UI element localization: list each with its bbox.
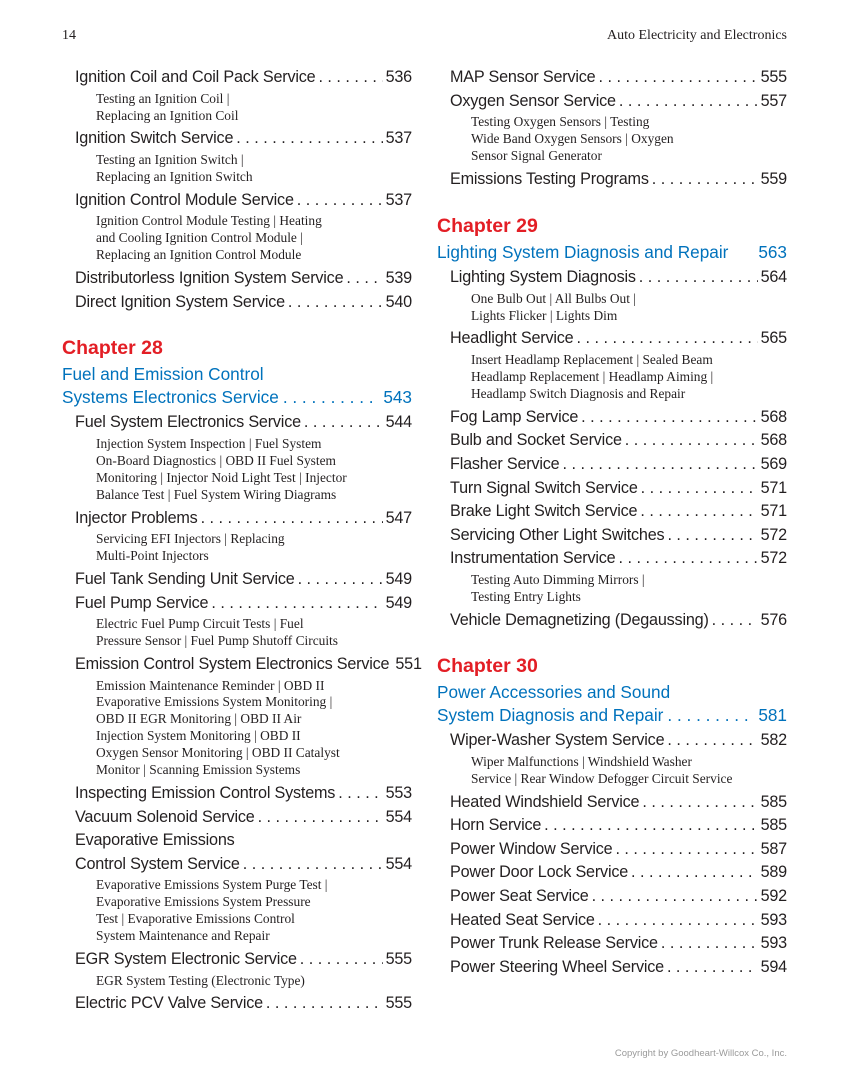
toc-entry[interactable] (437, 327, 787, 351)
toc-entry[interactable] (62, 806, 412, 830)
toc-entry[interactable] (62, 992, 412, 1016)
toc-subtopic-line: Emission Maintenance Reminder | OBD II (96, 677, 325, 693)
toc-entry[interactable] (62, 189, 412, 213)
leader-dots (598, 909, 758, 933)
toc-subtopic-line: Balance Test | Fuel System Wiring Diagrams (96, 486, 337, 502)
toc-subtopic-line: Wiper Malfunctions | Windshield Washer (471, 753, 692, 769)
toc-entry-page: 539 (385, 269, 412, 288)
toc-subtopic-line: Test | Evaporative Emissions Control (96, 911, 295, 927)
toc-subtopic-line: Replacing an Ignition Coil (96, 107, 239, 123)
toc-subtopic-line: Testing Entry Lights (471, 588, 581, 604)
toc-subtopic-line: Insert Headlamp Replacement | Sealed Beam (471, 352, 713, 367)
toc-entry-title: Horn Service (450, 816, 542, 835)
toc-entry-page: 540 (385, 292, 412, 311)
toc-entry-title: Vehicle Demagnetizing (Degaussing) (450, 610, 709, 629)
toc-subtopics (62, 972, 412, 993)
running-head (62, 28, 787, 44)
leader-dots (661, 932, 758, 956)
toc-entry-page: 594 (760, 957, 787, 976)
leader-dots (346, 267, 382, 291)
toc-entry-title: Heated Windshield Service (450, 792, 640, 811)
toc-entry[interactable] (62, 411, 412, 435)
leader-dots (338, 782, 382, 806)
leader-dots (201, 507, 383, 531)
toc-subtopic-line: Headlamp Replacement | Headlamp Aiming | (471, 368, 714, 384)
toc-entry-page: 553 (385, 783, 412, 802)
leader-dots (598, 66, 757, 90)
toc-entry-page: 585 (760, 816, 787, 835)
toc-entry[interactable] (437, 500, 787, 524)
copyright-notice: Copyright by Goodheart-Willcox Co., Inc. (614, 1048, 787, 1059)
toc-subtopic-line: EGR System Testing (Electronic Type) (96, 972, 305, 988)
toc-entry-title-line[interactable]: Evaporative Emissions (75, 831, 235, 850)
leader-dots (298, 568, 383, 592)
toc-entry[interactable] (437, 909, 787, 933)
chapter-title-line: Systems Electronics Service (62, 386, 279, 407)
toc-entry[interactable] (62, 127, 412, 151)
toc-entry-page: 569 (760, 454, 787, 473)
leader-dots (619, 90, 758, 114)
toc-entry-title: Power Seat Service (450, 887, 589, 906)
toc-entry-title: Electric PCV Valve Service (75, 994, 263, 1013)
toc-entry-title: Control System Service (75, 854, 240, 873)
toc-entry[interactable] (437, 66, 787, 90)
toc-subtopics (437, 290, 787, 328)
chapter-page: 563 (758, 241, 787, 262)
toc-entry-page: 585 (760, 792, 787, 811)
leader-dots (300, 948, 383, 972)
leader-dots (318, 66, 382, 90)
toc-entry-title: Direct Ignition System Service (75, 292, 285, 311)
leader-dots (631, 861, 758, 885)
leader-dots (667, 704, 754, 727)
leader-dots (640, 500, 757, 524)
toc-entry-title: EGR System Electronic Service (75, 949, 297, 968)
toc-subtopics (62, 876, 412, 948)
toc-entry-title: Fuel Pump Service (75, 593, 209, 612)
toc-subtopic-line: Headlamp Switch Diagnosis and Repair (471, 385, 686, 401)
toc-entry-title: Emissions Testing Programs (450, 169, 649, 188)
toc-entry-title: Injector Problems (75, 508, 198, 527)
toc-subtopics (62, 212, 412, 267)
toc-entry-page: 537 (385, 190, 412, 209)
toc-entry-title: Headlight Service (450, 329, 574, 348)
toc-subtopics (437, 753, 787, 791)
toc-entry[interactable] (437, 885, 787, 909)
toc-subtopics (62, 435, 412, 507)
leader-dots (288, 291, 383, 315)
toc-block (62, 66, 412, 314)
toc-entry[interactable] (437, 406, 787, 430)
toc-entry-page: 593 (760, 910, 787, 929)
toc-subtopic-line: Replacing an Ignition Control Module (96, 247, 302, 263)
toc-subtopic-line: Testing Auto Dimming Mirrors | (471, 571, 645, 587)
toc-subtopic-line: Monitor | Scanning Emission Systems (96, 762, 301, 778)
toc-subtopic-line: Multi-Point Injectors (96, 548, 209, 564)
toc-subtopic-line: Replacing an Ignition Switch (96, 168, 253, 184)
toc-left-column (62, 66, 422, 1016)
leader-dots (667, 729, 757, 753)
leader-dots (652, 168, 758, 192)
toc-subtopic-line: Sensor Signal Generator (471, 148, 602, 163)
toc-subtopic-line: Injection System Monitoring | OBD II (96, 728, 301, 744)
toc-entry-title: Oxygen Sensor Service (450, 91, 616, 110)
toc-entry-page: 565 (760, 329, 787, 348)
toc-entry[interactable] (437, 729, 787, 753)
toc-subtopic-line: Electric Fuel Pump Circuit Tests | Fuel (96, 616, 304, 632)
leader-dots (544, 814, 757, 838)
leader-dots (712, 609, 758, 633)
page-number: 14 (62, 28, 76, 43)
toc-entry-title: Bulb and Socket Service (450, 431, 622, 450)
toc-entry-page: 571 (760, 478, 787, 497)
toc-entry-page: 559 (760, 169, 787, 188)
toc-entry[interactable] (62, 782, 412, 806)
toc-entry[interactable] (437, 861, 787, 885)
toc-entry-page: 582 (760, 731, 787, 750)
toc-subtopics (62, 151, 412, 189)
leader-dots (641, 477, 758, 501)
toc-block (437, 729, 787, 979)
toc-subtopic-line: Testing Oxygen Sensors | Testing (471, 114, 650, 130)
toc-subtopic-line: Testing an Ignition Switch | (96, 152, 244, 167)
toc-entry[interactable] (437, 547, 787, 571)
toc-subtopics (437, 571, 787, 609)
toc-subtopic-line: Injection System Inspection | Fuel System (96, 435, 322, 451)
toc-entry-title: Flasher Service (450, 454, 560, 473)
toc-subtopic-line: Lights Flicker | Lights Dim (471, 307, 618, 323)
toc-subtopic-line: Servicing EFI Injectors | Replacing (96, 531, 285, 547)
leader-dots (243, 853, 383, 877)
toc-entry-title: Fuel Tank Sending Unit Service (75, 569, 295, 588)
toc-entry-title: Inspecting Emission Control Systems (75, 783, 336, 802)
toc-entry-page: 557 (760, 91, 787, 110)
chapter-label: Chapter 29 (437, 214, 538, 237)
toc-block (437, 66, 787, 192)
leader-dots (642, 791, 757, 815)
toc-entry-title: Ignition Control Module Service (75, 190, 294, 209)
toc-subtopics (62, 615, 412, 653)
toc-entry-page: 537 (385, 129, 412, 148)
toc-subtopic-line: Evaporative Emissions System Purge Test | (96, 877, 328, 893)
toc-entry-page: 549 (385, 593, 412, 612)
toc-entry[interactable] (437, 609, 787, 633)
toc-entry-page: 555 (385, 994, 412, 1013)
leader-dots (592, 885, 758, 909)
toc-entry-page: 564 (760, 268, 787, 286)
toc-entry[interactable] (437, 453, 787, 477)
toc-subtopic-line: Pressure Sensor | Fuel Pump Shutoff Circuits (96, 633, 338, 649)
toc-entry-page: 544 (385, 413, 412, 432)
toc-subtopic-line: and Cooling Ignition Control Module | (96, 230, 303, 246)
toc-entry-title: Power Door Lock Service (450, 863, 629, 882)
toc-entry-page: 554 (385, 807, 412, 826)
toc-entry[interactable] (437, 932, 787, 956)
toc-subtopics (62, 90, 412, 128)
toc-entry[interactable] (437, 956, 787, 980)
toc-entry-page: 592 (760, 887, 787, 906)
toc-entry[interactable] (437, 429, 787, 453)
chapter-title-line: Fuel and Emission Control (62, 364, 264, 385)
leader-dots (266, 992, 383, 1016)
toc-entry-title: Instrumentation Service (450, 549, 616, 568)
chapter-title[interactable] (437, 681, 787, 729)
toc-entry[interactable] (437, 90, 787, 114)
toc-entry-page: 571 (760, 502, 787, 521)
leader-dots (581, 406, 757, 430)
toc-entry-title: Fuel System Electronics Service (75, 413, 301, 432)
toc-entry-title: Fog Lamp Service (450, 407, 579, 426)
toc-block (437, 266, 787, 632)
toc-entry[interactable] (437, 791, 787, 815)
toc-entry-title: Turn Signal Switch Service (450, 478, 638, 497)
toc-entry-page: 551 (395, 654, 422, 673)
toc-entry-title: MAP Sensor Service (450, 68, 596, 86)
toc-entry-page: 549 (385, 569, 412, 588)
leader-dots (258, 806, 383, 830)
toc-entry[interactable] (437, 524, 787, 548)
leader-dots (236, 127, 382, 151)
leader-dots (625, 429, 758, 453)
toc-entry[interactable] (62, 948, 412, 972)
toc-subtopics (62, 530, 412, 568)
leader-dots (283, 386, 379, 409)
toc-subtopics (437, 351, 787, 406)
toc-entry-page: 536 (385, 68, 412, 86)
toc-entry-title: Heated Seat Service (450, 910, 595, 929)
leader-dots (618, 547, 757, 571)
toc-entry-title: Emission Control System Electronics Service (75, 654, 390, 673)
toc-right-column (437, 66, 787, 979)
toc-entry-page: 572 (760, 525, 787, 544)
toc-subtopics (62, 677, 412, 782)
toc-subtopic-line: One Bulb Out | All Bulbs Out | (471, 290, 636, 306)
toc-entry-title: Power Window Service (450, 839, 613, 858)
toc-subtopic-line: Service | Rear Window Defogger Circuit Service (471, 770, 733, 786)
leader-dots (576, 327, 757, 351)
toc-entry[interactable] (62, 507, 412, 531)
toc-entry[interactable] (437, 477, 787, 501)
chapter-title-line: Lighting System Diagnosis and Repair (437, 241, 729, 262)
toc-entry-title: Distributorless Ignition System Service (75, 269, 344, 288)
chapter-title[interactable] (62, 363, 412, 411)
leader-dots (211, 592, 382, 616)
toc-entry-page: 568 (760, 431, 787, 450)
toc-entry[interactable] (62, 267, 412, 291)
toc-entry-page: 554 (385, 854, 412, 873)
toc-entry-title: Power Steering Wheel Service (450, 957, 664, 976)
toc-entry[interactable] (62, 853, 412, 877)
chapter-title-line: Power Accessories and Sound (437, 682, 671, 703)
toc-entry[interactable] (62, 653, 422, 677)
chapter-label: Chapter 28 (62, 337, 163, 360)
toc-subtopic-line: Wide Band Oxygen Sensors | Oxygen (471, 131, 674, 147)
toc-subtopic-line: Evaporative Emissions System Pressure (96, 894, 311, 910)
toc-entry-title: Ignition Coil and Coil Pack Service (75, 68, 316, 86)
book-title: Auto Electricity and Electronics (607, 28, 787, 43)
toc-entry-page: 576 (760, 610, 787, 629)
toc-subtopics (437, 113, 787, 168)
toc-entry[interactable] (62, 66, 412, 90)
toc-subtopic-line: On-Board Diagnostics | OBD II Fuel System (96, 452, 336, 468)
toc-subtopic-line: Monitoring | Injector Noid Light Test | Injector (96, 469, 347, 485)
toc-entry-title: Wiper-Washer System Service (450, 731, 665, 750)
chapter-page: 543 (383, 386, 412, 407)
toc-entry-page: 555 (385, 949, 412, 968)
toc-subtopic-line: Ignition Control Module Testing | Heating (96, 213, 322, 229)
toc-subtopic-line: Evaporative Emissions System Monitoring | (96, 694, 333, 710)
toc-entry[interactable] (62, 592, 412, 616)
toc-block (62, 411, 422, 1016)
toc-entry[interactable] (437, 266, 787, 290)
toc-entry[interactable] (437, 814, 787, 838)
toc-entry-title: Brake Light Switch Service (450, 502, 638, 521)
toc-subtopic-line: OBD II EGR Monitoring | OBD II Air (96, 711, 302, 727)
toc-entry-title: Lighting System Diagnosis (450, 268, 636, 286)
toc-entry[interactable] (437, 168, 787, 192)
toc-entry-page: 568 (760, 407, 787, 426)
toc-entry-page: 547 (385, 508, 412, 527)
toc-entry[interactable] (62, 291, 412, 315)
chapter-label: Chapter 30 (437, 655, 538, 678)
chapter-page: 581 (758, 704, 787, 725)
toc-subtopic-line: System Maintenance and Repair (96, 928, 270, 944)
leader-dots (667, 956, 758, 980)
toc-entry-page: 572 (760, 549, 787, 568)
toc-entry-title: Servicing Other Light Switches (450, 525, 665, 544)
leader-dots (615, 838, 757, 862)
toc-entry-title: Power Trunk Release Service (450, 934, 658, 953)
toc-entry-title: Ignition Switch Service (75, 129, 234, 148)
leader-dots (304, 411, 383, 435)
leader-dots (562, 453, 757, 477)
toc-entry-page: 587 (760, 839, 787, 858)
toc-entry-title: Vacuum Solenoid Service (75, 807, 255, 826)
leader-dots (667, 524, 757, 548)
leader-dots (297, 189, 383, 213)
toc-entry-page: 555 (760, 68, 787, 86)
toc-entry[interactable] (437, 838, 787, 862)
toc-entry[interactable] (62, 568, 412, 592)
toc-subtopic-line: Oxygen Sensor Monitoring | OBD II Catalyst (96, 745, 340, 761)
leader-dots (639, 266, 758, 290)
chapter-title[interactable] (437, 241, 787, 267)
toc-entry-page: 589 (760, 863, 787, 882)
toc-entry-page: 593 (760, 934, 787, 953)
chapter-title-line: System Diagnosis and Repair (437, 704, 664, 725)
toc-subtopic-line: Testing an Ignition Coil | (96, 90, 230, 106)
